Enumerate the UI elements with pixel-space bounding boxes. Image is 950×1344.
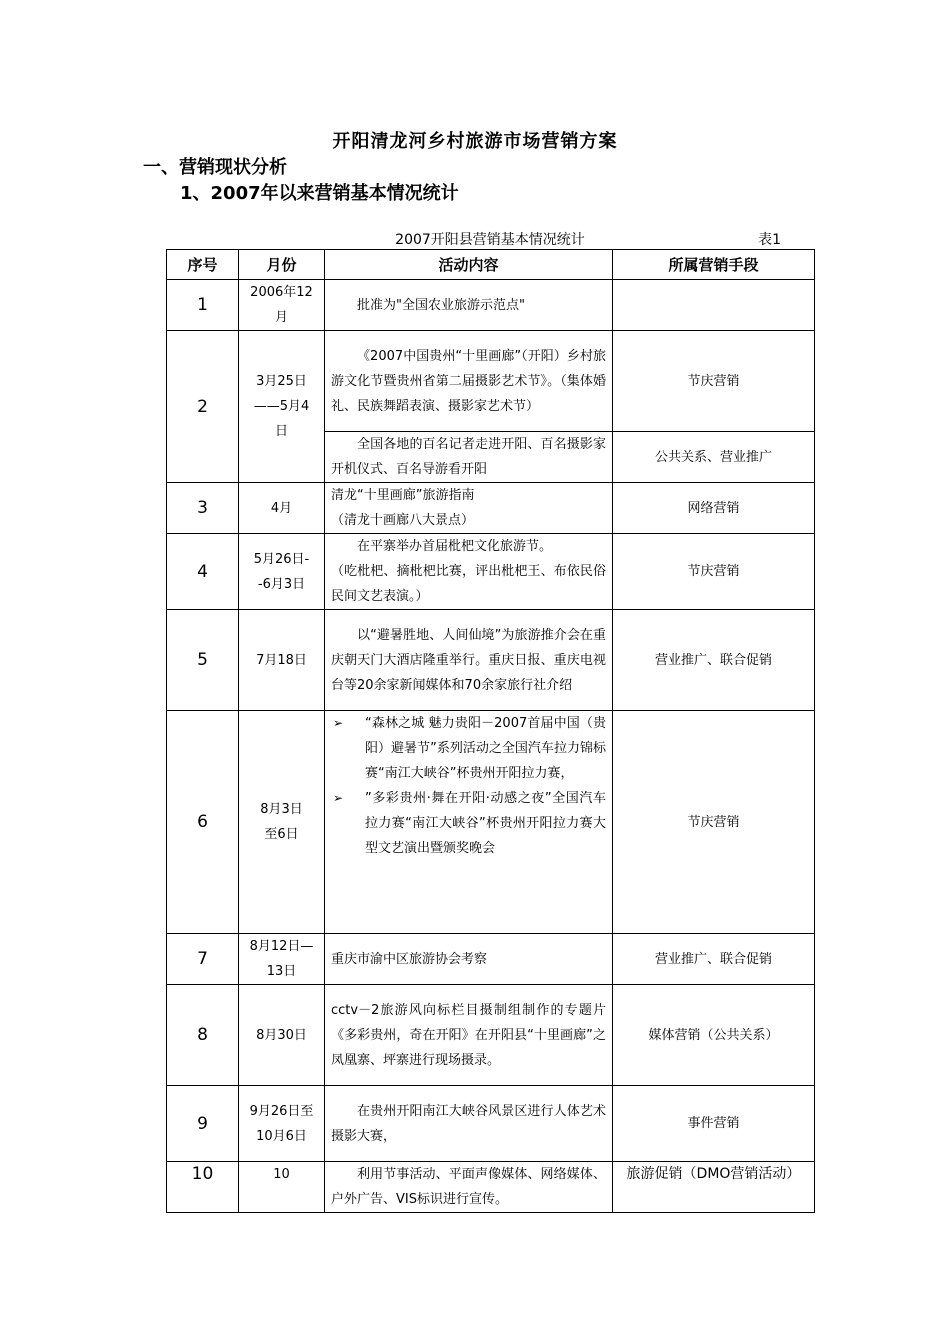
cell-seq: 2	[167, 331, 239, 483]
bullet-text: ”多彩贵州·舞在开阳·动感之夜”全国汽车拉力赛“南江大峡谷”杯贵州开阳拉力赛大型文艺演出暨颁奖晚会	[365, 791, 606, 856]
section-heading: 一、营销现状分析	[143, 157, 287, 178]
cell-method: 公共关系、营业推广	[613, 432, 815, 483]
cell-method: 旅游促销（DMO营销活动）	[613, 1162, 815, 1213]
cell-seq: 6	[167, 711, 239, 934]
cell-activity	[325, 711, 613, 934]
cell-month: 8月30日	[239, 985, 325, 1086]
cell-seq: 5	[167, 610, 239, 711]
cell-seq: 7	[167, 934, 239, 985]
arrow-bullet-icon: ➢	[333, 716, 344, 730]
table-row	[167, 483, 815, 534]
table-row	[167, 610, 815, 711]
table-row	[167, 331, 815, 432]
cell-activity: 批准为"全国农业旅游示范点"	[325, 280, 613, 331]
cell-month: 5月26日--6月3日	[239, 534, 325, 610]
activity-line: 清龙“十里画廊”旅游指南	[331, 488, 475, 503]
arrow-bullet-icon: ➢	[333, 791, 344, 805]
table-caption	[166, 229, 814, 249]
cell-seq: 8	[167, 985, 239, 1086]
cell-method: 营业推广、联合促销	[613, 934, 815, 985]
cell-activity: cctv－2旅游风向标栏目摄制组制作的专题片《多彩贵州，奇在开阳》在开阳县“十里画廊”之凤凰寨、坪寨进行现场摄录。	[325, 985, 613, 1086]
cell-method: 节庆营销	[613, 331, 815, 432]
cell-method: 事件营销	[613, 1086, 815, 1162]
marketing-stats-table	[166, 249, 815, 1213]
cell-method: 网络营销	[613, 483, 815, 534]
activity-line: （清龙十画廊八大景点）	[331, 513, 475, 528]
cell-activity: 《2007中国贵州“十里画廊”（开阳）乡村旅游文化节暨贵州省第二届摄影艺术节》。（集体婚礼、民族舞蹈表演、摄影家艺术节）	[325, 331, 613, 432]
cell-seq: 1	[167, 280, 239, 331]
cell-seq: 4	[167, 534, 239, 610]
list-item	[331, 786, 606, 861]
activity-bullet-list	[331, 711, 606, 861]
cell-activity	[325, 483, 613, 534]
cell-seq: 10	[167, 1162, 239, 1213]
cell-activity: 重庆市渝中区旅游协会考察	[325, 934, 613, 985]
cell-month: 9月26日至10月6日	[239, 1086, 325, 1162]
activity-line: （吃枇杷、摘枇杷比赛，评出枇杷王、布依民俗民间文艺表演。）	[331, 564, 606, 604]
cell-activity: 全国各地的百名记者走进开阳、百名摄影家开机仪式、百名导游看开阳	[325, 432, 613, 483]
cell-activity	[325, 534, 613, 610]
cell-month: 8月3日至6日	[239, 711, 325, 934]
cell-activity: 在贵州开阳南江大峡谷风景区进行人体艺术摄影大赛，	[325, 1086, 613, 1162]
document-title: 开阳清龙河乡村旅游市场营销方案	[332, 131, 618, 152]
header-seq: 序号	[167, 250, 239, 280]
cell-month: 2006年12月	[239, 280, 325, 331]
header-activity: 活动内容	[325, 250, 613, 280]
list-item	[331, 711, 606, 786]
cell-month: 3月25日——5月4日	[239, 331, 325, 483]
cell-method: 节庆营销	[613, 534, 815, 610]
table-row	[167, 280, 815, 331]
cell-method: 媒体营销（公共关系）	[613, 985, 815, 1086]
header-month: 月份	[239, 250, 325, 280]
table-row	[167, 985, 815, 1086]
table-row	[167, 1162, 815, 1213]
cell-method	[613, 280, 815, 331]
cell-activity: 利用节事活动、平面声像媒体、网络媒体、户外广告、VIS标识进行宣传。	[325, 1162, 613, 1213]
table-row	[167, 1086, 815, 1162]
table-row	[167, 711, 815, 934]
table-row	[167, 934, 815, 985]
bullet-text: “森林之城 魅力贵阳－2007首届中国（贵阳）避暑节”系列活动之全国汽车拉力锦标赛“南江大峡谷”杯贵州开阳拉力赛，	[365, 716, 606, 781]
cell-method: 营业推广、联合促销	[613, 610, 815, 711]
table-number: 表1	[758, 232, 781, 248]
cell-month: 4月	[239, 483, 325, 534]
cell-month: 10	[239, 1162, 325, 1213]
cell-method: 节庆营销	[613, 711, 815, 934]
header-method: 所属营销手段	[613, 250, 815, 280]
table-caption-title: 2007开阳县营销基本情况统计	[395, 232, 585, 248]
table-row	[167, 534, 815, 610]
cell-month: 8月12日—13日	[239, 934, 325, 985]
cell-seq: 9	[167, 1086, 239, 1162]
activity-line: 在平寨举办首届枇杷文化旅游节。	[357, 539, 553, 554]
cell-activity: 以“避暑胜地、人间仙境”为旅游推介会在重庆朝天门大酒店隆重举行。重庆日报、重庆电视台等20余家新闻媒体和70余家旅行社介绍	[325, 610, 613, 711]
cell-month: 7月18日	[239, 610, 325, 711]
cell-seq: 3	[167, 483, 239, 534]
subsection-heading: 1、2007年以来营销基本情况统计	[180, 183, 459, 204]
table-header-row	[167, 250, 815, 280]
